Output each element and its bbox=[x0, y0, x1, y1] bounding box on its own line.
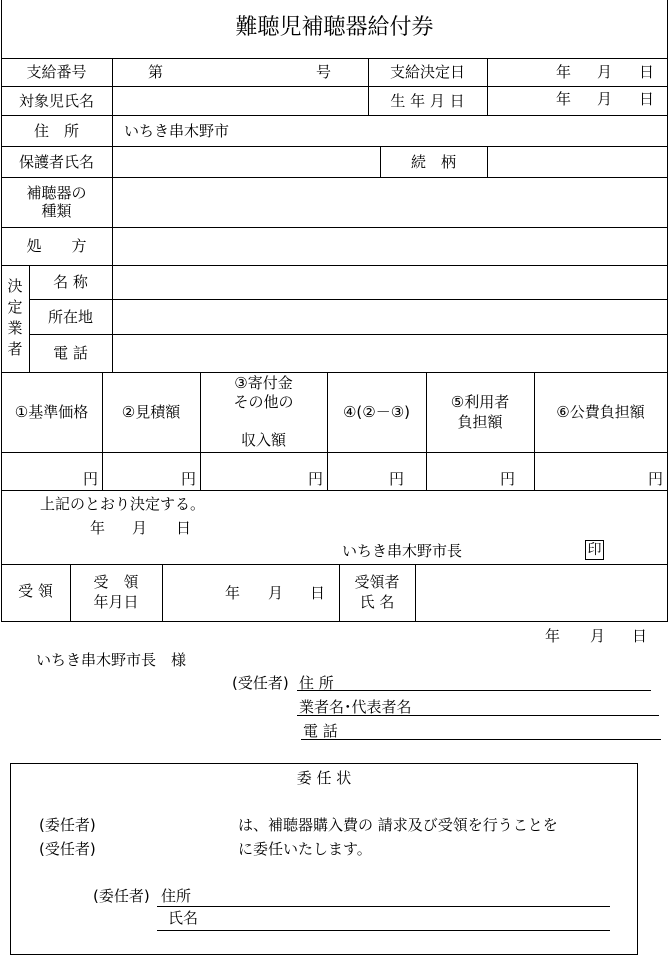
cost-header-kifukin: ③寄付金 その他の 収入額 bbox=[233, 374, 294, 449]
gyosha-denwa-label: 電 話 bbox=[53, 344, 88, 362]
row-rule-5 bbox=[1, 227, 668, 228]
proxy-jyuninsha: (受任者) bbox=[39, 840, 96, 858]
seal-box: 印 bbox=[585, 540, 604, 560]
proxy-sign-shimei: 氏名 bbox=[168, 909, 199, 927]
proxy-title: 委 任 状 bbox=[296, 769, 352, 787]
row-rule-11 bbox=[1, 490, 668, 491]
receipt-day: 日 bbox=[310, 584, 326, 602]
letter-denwa-line bbox=[301, 739, 661, 740]
row-rule-12 bbox=[1, 564, 668, 565]
hochoki-shurui-label: 補聴器の 種類 bbox=[26, 184, 87, 220]
letter-denwa-label: 電 話 bbox=[303, 722, 338, 740]
gyosha-side-label-4: 者 bbox=[7, 340, 23, 358]
yen-unit-6: 円 bbox=[648, 470, 664, 488]
row-rule-7 bbox=[29, 299, 667, 300]
decision-year: 年 bbox=[90, 519, 106, 537]
juryosha-shimei-label: 受領者 氏 名 bbox=[354, 573, 400, 611]
proxy-text2: に委任いたします。 bbox=[238, 840, 372, 858]
gyosha-meisho-label: 名 称 bbox=[53, 273, 88, 291]
juryo-nengappi-label: 受 領 年月日 bbox=[93, 573, 139, 611]
title-bottom-rule bbox=[1, 58, 668, 59]
receipt-year: 年 bbox=[225, 584, 241, 602]
taishoji-shimei-label: 対象児氏名 bbox=[18, 92, 94, 110]
date-birth-day: 日 bbox=[639, 90, 655, 108]
proxy-sign-label: (委任者) bbox=[93, 887, 150, 905]
proxy-sign-shimei-line bbox=[157, 930, 610, 931]
date-top-year: 年 bbox=[556, 63, 572, 81]
yen-unit-5: 円 bbox=[500, 470, 516, 488]
dai-label: 第 bbox=[148, 63, 164, 81]
jusho-label: 住 所 bbox=[33, 122, 79, 140]
row-rule-1 bbox=[1, 86, 668, 87]
letter-year: 年 bbox=[545, 627, 561, 645]
proxy-ininsha: (委任者) bbox=[39, 816, 96, 834]
date-birth-year: 年 bbox=[556, 90, 572, 108]
gyosha-side-label-3: 業 bbox=[7, 319, 23, 337]
receipt-col-2 bbox=[162, 564, 163, 621]
yen-unit-3: 円 bbox=[308, 470, 324, 488]
proxy-box bbox=[10, 763, 638, 955]
juryo-label: 受 領 bbox=[18, 582, 53, 600]
gyosha-side-label-1: 決 bbox=[7, 277, 23, 295]
cost-header-kijun: ①基準価格 bbox=[14, 403, 89, 421]
letter-month: 月 bbox=[590, 627, 606, 645]
decision-day: 日 bbox=[176, 519, 192, 537]
decision-month: 月 bbox=[132, 519, 148, 537]
yen-unit-2: 円 bbox=[181, 470, 197, 488]
cost-col-1 bbox=[102, 372, 103, 490]
row-rule-8 bbox=[29, 334, 667, 335]
date-top-day: 日 bbox=[639, 63, 655, 81]
col-rule-date bbox=[487, 58, 488, 115]
letter-jusho-line bbox=[297, 690, 651, 691]
jyuninsha-label: (受任者) bbox=[232, 674, 289, 692]
date-top-month: 月 bbox=[597, 63, 613, 81]
proxy-text1: は、補聴器購入費の 請求及び受領を行うことを bbox=[238, 816, 558, 834]
cost-col-5 bbox=[534, 372, 535, 490]
shikyu-ketteibi-label: 支給決定日 bbox=[389, 63, 465, 81]
row-rule-6 bbox=[1, 265, 668, 266]
cost-col-3 bbox=[327, 372, 328, 490]
letter-day: 日 bbox=[632, 627, 648, 645]
jusho-value: いちき串木野市 bbox=[124, 122, 230, 140]
zokugara-label: 続 柄 bbox=[410, 153, 456, 171]
cost-header-sagaku: ④(②－③) bbox=[342, 403, 411, 421]
gyosha-side-label-2: 定 bbox=[7, 298, 23, 316]
mayor-label: いちき串木野市長 bbox=[342, 542, 463, 560]
cost-header-mitsumori: ②見積額 bbox=[121, 403, 181, 421]
receipt-month: 月 bbox=[268, 584, 284, 602]
letter-addressee: いちき串木野市長 様 bbox=[36, 651, 187, 669]
col-rule-zokugara-r bbox=[487, 146, 488, 177]
proxy-sign-jusho-line bbox=[157, 906, 610, 907]
row-rule-13 bbox=[1, 621, 668, 622]
receipt-col-4 bbox=[415, 564, 416, 621]
row-rule-3 bbox=[1, 146, 668, 147]
hogosha-shimei-label: 保護者氏名 bbox=[18, 153, 94, 171]
yen-unit-4: 円 bbox=[389, 470, 405, 488]
yen-unit-1: 円 bbox=[83, 470, 99, 488]
cost-header-kohi: ⑥公費負担額 bbox=[556, 403, 645, 421]
row-rule-2 bbox=[1, 115, 668, 116]
letter-jusho-label: 住 所 bbox=[299, 674, 334, 692]
go-label: 号 bbox=[316, 63, 332, 81]
table-right-border bbox=[667, 0, 668, 622]
shikyu-bango-label: 支給番号 bbox=[26, 63, 87, 81]
date-birth-month: 月 bbox=[597, 90, 613, 108]
proxy-sign-jusho: 住所 bbox=[161, 887, 192, 905]
cost-header-riyosha: ⑤利用者 負担額 bbox=[450, 393, 510, 431]
col-rule-label bbox=[112, 58, 113, 372]
gyosha-shozaichi-label: 所在地 bbox=[47, 308, 93, 326]
letter-gyoshamei-label: 業者名･代表者名 bbox=[299, 698, 412, 716]
seinengappi-label: 生 年 月 日 bbox=[390, 92, 465, 110]
letter-gyoshamei-line bbox=[297, 715, 659, 716]
row-rule-4 bbox=[1, 177, 668, 178]
shoho-label: 処 方 bbox=[26, 237, 87, 255]
document-title: 難聴児補聴器給付券 bbox=[235, 15, 434, 40]
decision-text: 上記のとおり決定する。 bbox=[40, 495, 206, 513]
